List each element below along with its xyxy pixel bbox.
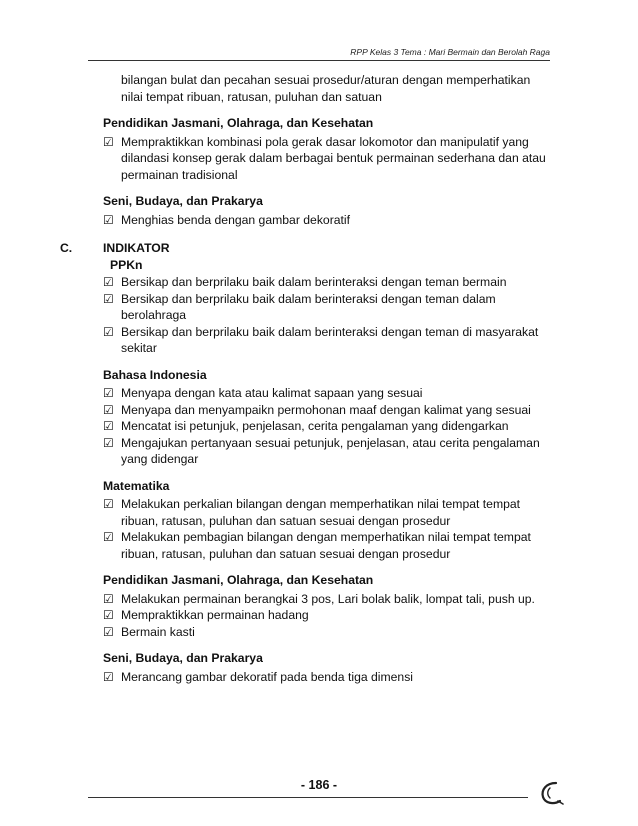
checked-box-icon: ☑ — [103, 608, 114, 622]
checked-box-icon: ☑ — [103, 530, 114, 544]
list-item-text — [121, 607, 548, 624]
section-title: INDIKATOR — [103, 241, 170, 255]
subject-title: Seni, Budaya, dan Prakarya — [103, 194, 263, 208]
list-item — [103, 529, 548, 562]
text-line: Mengajukan pertanyaan sesuai petunjuk, penjelasan, atau cerita pengalaman — [121, 435, 540, 450]
text-line: Mencatat isi petunjuk, penjelasan, cerita pengalaman yang didengarkan — [121, 419, 509, 433]
text-line: nilai tempat ribuan, ratusan, puluhan dan satuan — [121, 89, 382, 104]
footer-rule — [88, 797, 528, 798]
list-item — [103, 669, 548, 686]
list-item-text — [121, 134, 548, 184]
list-item-text — [121, 274, 548, 291]
list-item-text — [121, 324, 548, 357]
text-line: dilandasi konsep gerak dalam berbagai bentuk permainan sederhana dan atau — [121, 151, 546, 165]
subject-block — [0, 650, 638, 685]
checked-box-icon: ☑ — [103, 624, 114, 639]
text-line: Menghias benda dengan gambar dekoratif — [121, 212, 351, 227]
list-item — [103, 324, 548, 357]
checked-box-icon: ☑ — [103, 591, 114, 606]
text-line: sekitar — [121, 341, 157, 355]
list-item — [103, 591, 548, 608]
text-line: Melakukan perkalian bilangan dengan memperhatikan nilai tempat tempat — [121, 497, 521, 511]
page-number: - 186 - — [300, 778, 338, 792]
list-item-text — [121, 435, 548, 468]
list-item-text — [121, 624, 548, 641]
text-line: berolahraga — [121, 308, 187, 322]
checked-box-icon: ☑ — [103, 291, 114, 306]
list-item — [103, 624, 548, 641]
continued-paragraph — [121, 72, 548, 105]
text-line: Bermain kasti — [121, 624, 195, 639]
list-item — [103, 274, 548, 291]
list-item-text — [121, 385, 548, 402]
swirl-logo-icon — [536, 778, 568, 808]
subject-title: Pendidikan Jasmani, Olahraga, dan Kesehatan — [103, 116, 374, 130]
list-item — [103, 496, 548, 529]
subject-block — [0, 193, 638, 228]
text-line: Bersikap dan berprilaku baik dalam berinteraksi dengan teman di masyarakat — [121, 324, 539, 339]
list-item — [103, 134, 548, 184]
text-line: bilangan bulat dan pecahan sesuai prosedur/aturan dengan memperhatikan — [121, 73, 531, 87]
subject-title: Bahasa Indonesia — [103, 367, 207, 382]
checked-box-icon: ☑ — [103, 134, 114, 149]
ppkn-list — [0, 274, 638, 357]
list-item-text — [121, 212, 548, 229]
indicator-subjects — [0, 367, 638, 686]
subject-title: Seni, Budaya, dan Prakarya — [103, 651, 263, 665]
checked-box-icon: ☑ — [103, 402, 114, 417]
list-item — [103, 435, 548, 468]
text-line: ribuan, ratusan, puluhan dan satuan sesuai dengan prosedur — [121, 513, 451, 528]
text-line: yang didengar — [121, 452, 199, 466]
list-item-text — [121, 402, 548, 419]
text-line: Bersikap dan berprilaku baik dalam berinteraksi dengan teman dalam — [121, 291, 496, 306]
list-item-text — [121, 291, 548, 324]
checked-box-icon: ☑ — [103, 324, 114, 339]
text-line: Menyapa dan menyampaikn permohonan maaf dengan kalimat yang sesuai — [121, 402, 531, 417]
text-line: Melakukan permainan berangkai 3 pos, Lari bolak balik, lompat tali, push up. — [121, 591, 535, 606]
checked-box-icon: ☑ — [103, 275, 114, 289]
list-item — [103, 291, 548, 324]
text-line: ribuan, ratusan, puluhan dan satuan sesuai dengan prosedur — [121, 546, 451, 561]
running-header: RPP Kelas 3 Tema : Mari Bermain dan Berolah Raga — [350, 47, 550, 57]
subject-block — [0, 115, 638, 183]
top-subjects — [0, 115, 638, 228]
checked-box-icon: ☑ — [103, 212, 114, 227]
text-line: Merancang gambar dekoratif pada benda tiga dimensi — [121, 669, 414, 684]
subject-block — [0, 572, 638, 640]
list-item-text — [121, 529, 548, 562]
text-line: Bersikap dan berprilaku baik dalam berinteraksi dengan teman bermain — [121, 275, 507, 289]
checked-box-icon: ☑ — [103, 435, 114, 450]
subject-title: Pendidikan Jasmani, Olahraga, dan Kesehatan — [103, 573, 374, 587]
list-item — [103, 418, 548, 435]
subject-block — [0, 367, 638, 468]
header-rule — [88, 60, 550, 61]
list-item-text — [121, 418, 548, 435]
list-item — [103, 385, 548, 402]
text-line: permainan tradisional — [121, 167, 238, 182]
text-line: Menyapa dengan kata atau kalimat sapaan yang sesuai — [121, 386, 423, 400]
checked-box-icon: ☑ — [103, 419, 114, 433]
section-heading — [0, 240, 638, 257]
checked-box-icon: ☑ — [103, 497, 114, 511]
text-line: Mempraktikkan kombinasi pola gerak dasar lokomotor dan manipulatif yang — [121, 134, 529, 149]
list-item-text — [121, 496, 548, 529]
ppkn-title: PPKn — [110, 257, 143, 272]
document-body — [0, 72, 638, 685]
list-item — [103, 402, 548, 419]
checked-box-icon: ☑ — [103, 669, 114, 684]
subject-block — [0, 478, 638, 563]
subject-title: Matematika — [103, 478, 170, 493]
list-item-text — [121, 591, 548, 608]
text-line: Mempraktikkan permainan hadang — [121, 608, 309, 622]
list-item — [103, 212, 548, 229]
section-letter: C. — [60, 241, 73, 255]
checked-box-icon: ☑ — [103, 386, 114, 400]
list-item-text — [121, 669, 548, 686]
text-line: Melakukan pembagian bilangan dengan memperhatikan nilai tempat tempat — [121, 530, 531, 544]
list-item — [103, 607, 548, 624]
